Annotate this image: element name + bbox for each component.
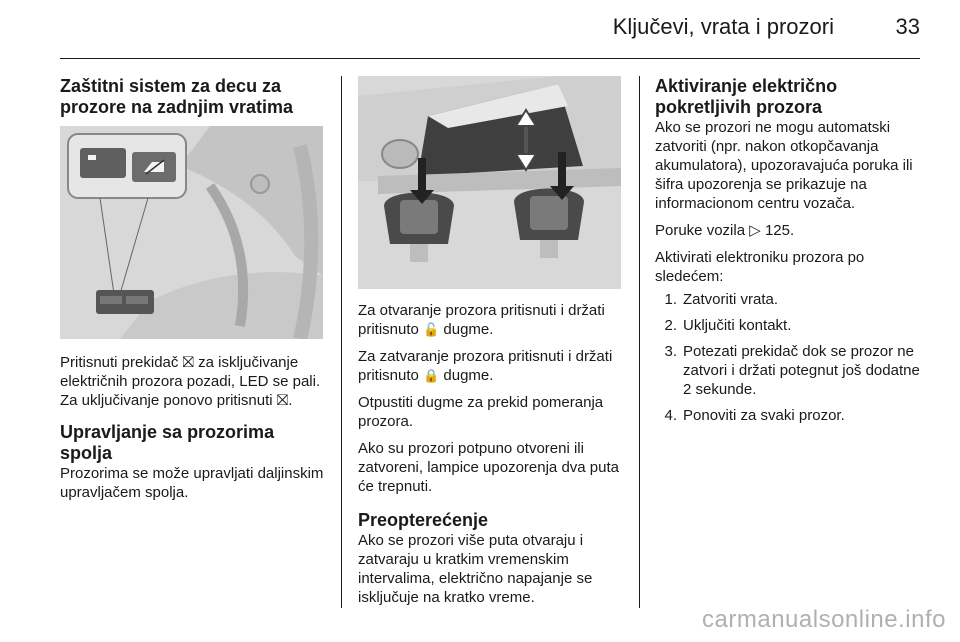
window-remote-illustration bbox=[358, 76, 621, 289]
overload-text: Ako se prozori više puta otvaraju i zatvaraju u kratkim vremenskim intervalima, električno napajanje se isključuje na kratko vreme. bbox=[358, 532, 593, 606]
warning-lamps-text: Ako su prozori potpuno otvoreni ili zatvoreni, lampice upozorenja dva puta će trepnuti. bbox=[358, 440, 619, 495]
page-number: 33 bbox=[895, 14, 920, 39]
vehicle-messages-reference: Poruke vozila ▷ 125. bbox=[655, 222, 795, 239]
open-windows-text: Za otvaranje prozora pritisnuti i držati pritisnuto 🔓 dugme. bbox=[358, 302, 605, 338]
door-switch-illustration bbox=[60, 126, 323, 339]
section-heading-remote-control: Upravljanje sa prozorima spolja bbox=[60, 422, 275, 463]
unlock-icon: 🔓 bbox=[423, 322, 440, 337]
activation-intro-text: Ako se prozori ne mogu automatski zatvoriti (npr. nakon otkopčavanja akumulatora), upozoravajuća poruka ili šifra upozorenja se prikazuje na informacionom centru vozača. bbox=[655, 119, 913, 212]
column-divider-1 bbox=[341, 76, 342, 608]
column-divider-2 bbox=[639, 76, 640, 608]
activation-steps-list bbox=[655, 290, 925, 425]
activation-steps-intro: Aktivirati elektroniku prozora po sledećem: bbox=[655, 249, 865, 285]
list-item: 1. Zatvoriti vrata. bbox=[664, 291, 779, 308]
close-windows-text: Za zatvaranje prozora pritisnuti i držati pritisnuto 🔒 dugme. bbox=[358, 348, 613, 384]
section-heading-activation: Aktiviranje električno pokretljivih prozora bbox=[655, 76, 838, 117]
child-lock-text: Pritisnuti prekidač ⛝ za isključivanje električnih prozora pozadi, LED se pali. Za uključivanje ponovo pritisnuti ⛝. bbox=[60, 354, 321, 409]
watermark: carmanualsonline.info bbox=[702, 606, 946, 633]
list-item: 3. Potezati prekidač dok se prozor ne zatvori i držati potegnut još dodatne 2 sekunde. bbox=[664, 343, 920, 398]
column-3 bbox=[655, 76, 925, 432]
section-heading-child-lock: Zaštitni sistem za decu za prozore na zadnjim vratima bbox=[60, 76, 294, 117]
column-2 bbox=[358, 76, 626, 615]
list-item: 4. Ponoviti za svaki prozor. bbox=[664, 407, 845, 424]
lock-icon: 🔒 bbox=[423, 368, 440, 383]
release-button-text: Otpustiti dugme za prekid pomeranja prozora. bbox=[358, 394, 604, 430]
list-item: 2. Uključiti kontakt. bbox=[664, 317, 792, 334]
remote-control-text: Prozorima se može upravljati daljinskim upravljačem spolja. bbox=[60, 465, 324, 501]
section-heading-overload: Preopterećenje bbox=[358, 510, 489, 530]
page-reference-icon: ▷ bbox=[749, 222, 761, 239]
page-header-title: Ključevi, vrata i prozori bbox=[612, 14, 834, 39]
column-1 bbox=[60, 76, 325, 510]
header-rule bbox=[60, 58, 920, 59]
